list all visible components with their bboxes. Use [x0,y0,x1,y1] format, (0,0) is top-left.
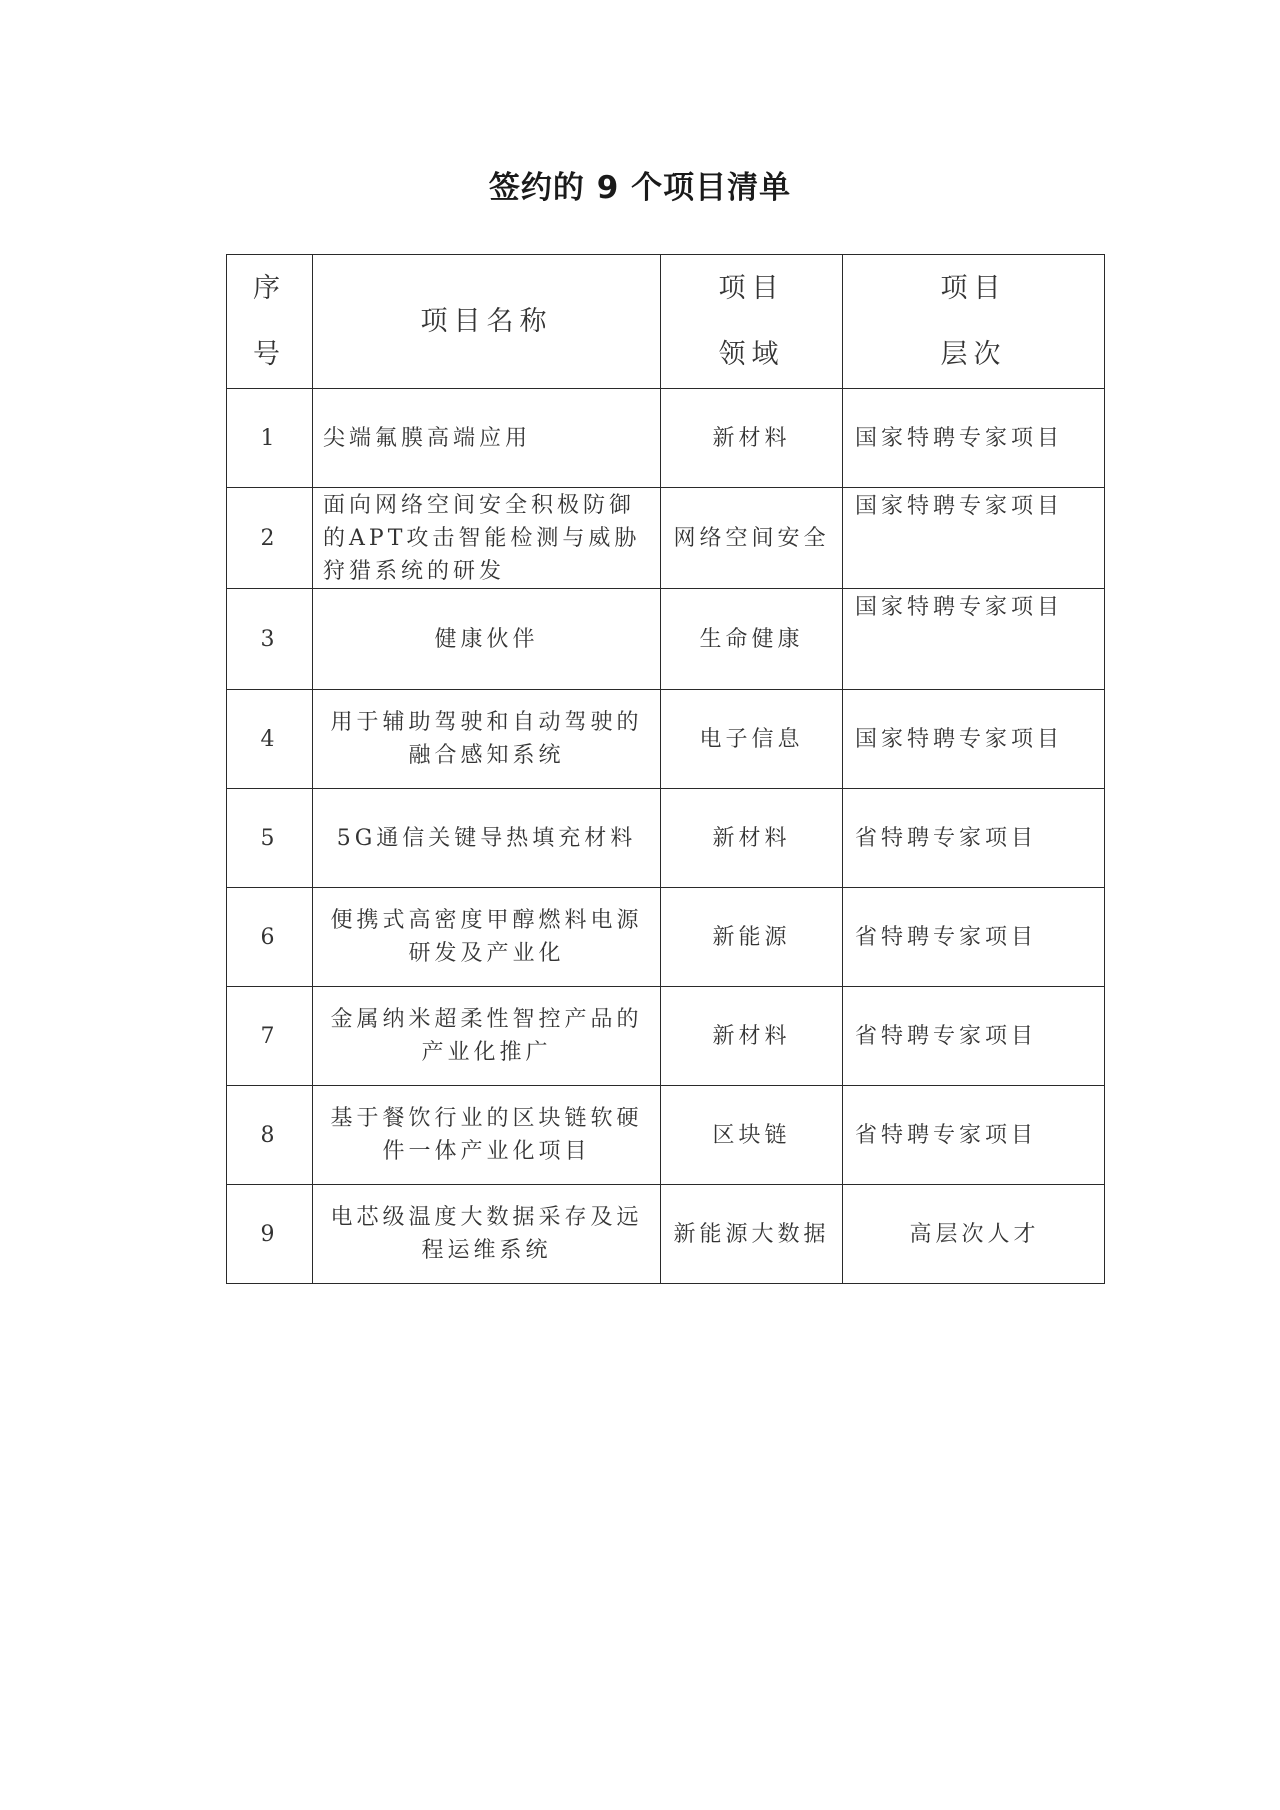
table-row [227,1185,1105,1284]
table-header-row [227,255,1105,389]
row-name: 5G通信关键导热填充材料 [313,789,661,888]
row-no: 7 [227,987,313,1086]
table-row [227,987,1105,1086]
table-row [227,789,1105,888]
row-no: 2 [227,488,313,589]
row-level: 省特聘专家项目 [843,1086,1105,1185]
row-field: 新材料 [661,987,843,1086]
row-field: 新材料 [661,389,843,488]
table-row [227,888,1105,987]
row-no: 5 [227,789,313,888]
table-row [227,690,1105,789]
row-level: 省特聘专家项目 [843,789,1105,888]
header-level [843,255,1105,389]
row-level: 国家特聘专家项目 [843,389,1105,488]
document-title: 签约的 9 个项目清单 [488,170,792,206]
row-field: 生命健康 [661,589,843,690]
row-field: 网络空间安全 [661,488,843,589]
row-name: 基于餐饮行业的区块链软硬件一体产业化项目 [313,1086,661,1185]
row-name: 金属纳米超柔性智控产品的产业化推广 [313,987,661,1086]
project-table [226,254,1105,1284]
table-row [227,589,1105,690]
row-no: 1 [227,389,313,488]
row-level: 省特聘专家项目 [843,987,1105,1086]
row-name: 尖端氟膜高端应用 [313,389,661,488]
row-field: 电子信息 [661,690,843,789]
row-level: 省特聘专家项目 [843,888,1105,987]
row-field: 新能源大数据 [661,1185,843,1284]
row-name: 用于辅助驾驶和自动驾驶的融合感知系统 [313,690,661,789]
row-field: 区块链 [661,1086,843,1185]
row-name: 面向网络空间安全积极防御的APT攻击智能检测与威胁狩猎系统的研发 [313,488,661,589]
row-field: 新材料 [661,789,843,888]
row-level: 国家特聘专家项目 [843,589,1105,690]
row-no: 9 [227,1185,313,1284]
header-field-line2: 领域 [718,338,785,370]
table-row [227,389,1105,488]
table-row [227,488,1105,589]
row-no: 3 [227,589,313,690]
header-level-line1: 项目 [940,272,1007,304]
header-name: 项目名称 [313,255,661,389]
row-level: 高层次人才 [843,1185,1105,1284]
row-level: 国家特聘专家项目 [843,488,1105,589]
header-field [661,255,843,389]
row-level: 国家特聘专家项目 [843,690,1105,789]
row-no: 6 [227,888,313,987]
row-field: 新能源 [661,888,843,987]
row-no: 4 [227,690,313,789]
row-name: 便携式高密度甲醇燃料电源研发及产业化 [313,888,661,987]
header-level-line2: 层次 [940,338,1007,370]
row-no: 8 [227,1086,313,1185]
row-name: 电芯级温度大数据采存及远程运维系统 [313,1185,661,1284]
row-name: 健康伙伴 [313,589,661,690]
table-row [227,1086,1105,1185]
header-field-line1: 项目 [718,272,785,304]
header-no: 序号 [227,255,313,389]
